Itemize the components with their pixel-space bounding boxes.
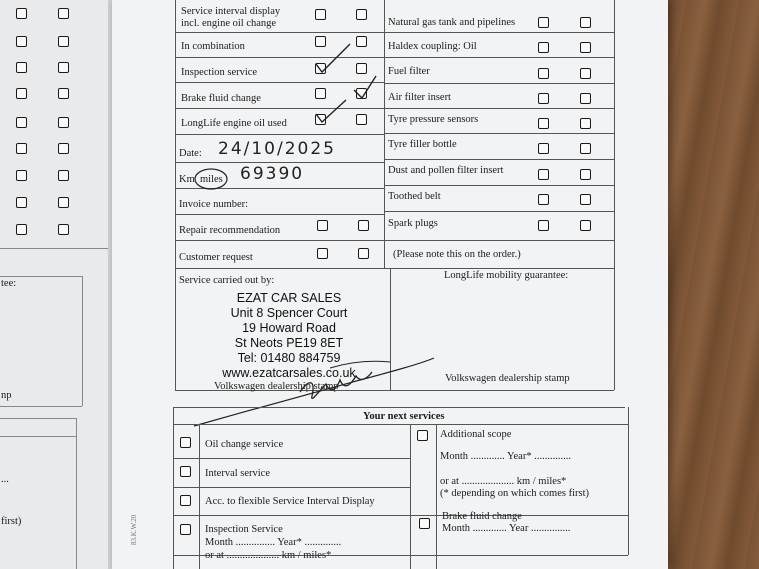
stamp-line-3: 19 Howard Road [242,321,336,335]
item-checkbox-b[interactable] [580,169,591,180]
row-divider [384,185,614,186]
item-spark-plugs: Spark plugs [388,218,438,229]
item-fuel-filter: Fuel filter [388,66,430,77]
miles-label: miles [200,174,223,185]
stamp-line-2: Unit 8 Spencer Court [230,306,348,320]
in-combination-label: In combination [181,41,245,52]
left-page-checkbox-b[interactable] [58,62,69,73]
left-label-np: np [1,390,12,401]
additional-month: Month ............. Year* .............. [440,451,571,462]
item-checkbox-b[interactable] [580,93,591,104]
item-checkbox-b[interactable] [580,118,591,129]
mileage-value: 69390 [240,164,305,184]
service-checkbox-b[interactable] [356,9,367,20]
next-box-col-line [199,424,200,569]
additional-scope: Additional scope [440,429,512,440]
brake-fluid-next: Brake fluid change [442,511,522,522]
table-mid-border [384,0,385,268]
item-tyre-filler: Tyre filler bottle [388,139,457,150]
divider [0,248,108,249]
next-box-row-line [173,458,410,459]
left-page-checkbox-b[interactable] [58,36,69,47]
left-page-checkbox-b[interactable] [58,224,69,235]
item-tyre-pressure: Tyre pressure sensors [388,114,479,125]
invoice-label: Invoice number: [179,199,249,210]
left-label-dots: ... [1,474,9,485]
dealership-stamp-label-left: Volkswagen dealership stamp [214,381,339,392]
info-checkbox-a[interactable] [317,248,328,259]
left-page-checkbox-a[interactable] [16,197,27,208]
item-checkbox-a[interactable] [538,220,549,231]
next-service-checkbox[interactable] [180,437,191,448]
row-divider [384,83,614,84]
item-checkbox-a[interactable] [538,194,549,205]
order-note: (Please note this on the order.) [393,249,521,260]
interval-service: Interval service [205,468,271,479]
row-divider [384,159,614,160]
item-toothed-belt: Toothed belt [388,191,441,202]
item-checkbox-a[interactable] [538,169,549,180]
date-value: 24/10/2025 [218,139,336,159]
next-box-right [628,407,629,555]
left-page-checkbox-b[interactable] [58,197,69,208]
stamp-line-1: EZAT CAR SALES [236,291,342,305]
row-divider [384,133,614,134]
inspection-service-label: Inspection service [181,67,258,78]
carried-out-label: Service carried out by: [179,275,275,286]
additional-note: (* depending on which comes first) [440,488,590,499]
item-air-filter: Air filter insert [388,92,451,103]
service-checkbox-a[interactable] [315,9,326,20]
left-page-checkbox-b[interactable] [58,8,69,19]
check-marks [310,40,380,130]
next-box-mid-line [410,424,411,569]
next-box-row-line [173,487,410,488]
row-divider [384,240,614,241]
row-divider [175,162,384,163]
item-checkbox-b[interactable] [580,194,591,205]
oil-change-service: Oil change service [205,439,284,450]
left-page-checkbox-a[interactable] [16,117,27,128]
info-checkbox-b[interactable] [358,220,369,231]
left-page-checkbox-b[interactable] [58,170,69,181]
brake-fluid-label: Brake fluid change [181,93,261,104]
left-page-checkbox-a[interactable] [16,170,27,181]
next-services-title: Your next services [363,411,445,422]
item-checkbox-b[interactable] [580,42,591,53]
left-page-checkbox-a[interactable] [16,224,27,235]
divider [0,406,82,407]
item-checkbox-a[interactable] [538,68,549,79]
next-service-checkbox[interactable] [180,524,191,535]
next-box-top [173,407,625,408]
divider [0,276,82,277]
left-label-tee: tee: [1,278,17,289]
row-divider [175,268,384,269]
mobility-guarantee-label: LongLife mobility guarantee: [444,270,569,281]
row-divider [384,268,614,269]
spine-code: 83.K.W.20 [130,514,138,545]
row-divider [384,57,614,58]
row-divider [384,108,614,109]
divider [82,276,83,406]
inspection-km: or at .................... km / miles* [205,550,332,561]
next-service-checkbox[interactable] [180,495,191,506]
row-divider [175,214,384,215]
left-page-checkbox-b[interactable] [58,88,69,99]
inspection-month: Month ............... Year* .............. [205,537,342,548]
item-checkbox-b[interactable] [580,68,591,79]
additional-scope-checkbox[interactable] [417,430,428,441]
item-haldex: Haldex coupling: Oil [388,41,477,52]
divider [0,436,76,437]
longlife-oil-label: LongLife engine oil used [181,118,287,129]
item-checkbox-a[interactable] [538,17,549,28]
stamp-line-4: St Neots PE19 8ET [234,336,344,350]
left-page-checkbox-a[interactable] [16,8,27,19]
customer-request-label: Customer request [179,252,253,263]
table-right-border [614,0,615,390]
stamp-line-5: Tel: 01480 884759 [237,351,341,365]
brake-fluid-next-checkbox[interactable] [419,518,430,529]
row-divider [175,32,384,33]
flexible-service: Acc. to flexible Service Interval Display [205,496,375,507]
row-divider [175,134,384,135]
km-label: Km [179,174,195,185]
row-divider [175,240,384,241]
item-dust-pollen: Dust and pollen filter insert [388,165,504,176]
next-box-left [173,407,174,569]
divider [76,418,77,569]
left-page-checkbox-b[interactable] [58,117,69,128]
next-box-row-line [173,515,628,516]
left-page-checkbox-a[interactable] [16,36,27,47]
item-checkbox-a[interactable] [538,42,549,53]
inspection-service-next: Inspection Service [205,524,283,535]
brake-fluid-month: Month ............. Year ............... [442,523,571,534]
left-page-checkbox-a[interactable] [16,143,27,154]
table-left-border [175,0,176,390]
date-label: Date: [179,148,202,159]
service-interval-sublabel: incl. engine oil change [181,18,277,29]
info-checkbox-b[interactable] [358,248,369,259]
row-divider [384,32,614,33]
info-checkbox-a[interactable] [317,220,328,231]
item-checkbox-a[interactable] [538,118,549,129]
service-interval-label: Service interval display [181,6,281,17]
repair-recommendation-label: Repair recommendation [179,225,281,236]
item-checkbox-b[interactable] [580,17,591,28]
left-page-checkbox-b[interactable] [58,143,69,154]
left-page-checkbox-a[interactable] [16,62,27,73]
additional-km: or at .................... km / miles* [440,476,567,487]
row-divider [384,211,614,212]
next-box-title-line [173,424,628,425]
item-checkbox-b[interactable] [580,220,591,231]
item-checkbox-a[interactable] [538,143,549,154]
left-page-checkbox-a[interactable] [16,88,27,99]
next-box-col-line-2 [436,424,437,569]
item-checkbox-b[interactable] [580,143,591,154]
item-checkbox-a[interactable] [538,93,549,104]
miles-circle-mark [193,167,229,191]
left-page [0,0,108,569]
left-label-first: first) [1,516,22,527]
next-service-checkbox[interactable] [180,466,191,477]
divider [0,418,76,419]
stamp-line-6: www.ezatcarsales.co.uk [222,366,356,380]
dealership-stamp-label-right: Volkswagen dealership stamp [445,373,570,384]
item-natural-gas: Natural gas tank and pipelines [388,17,516,28]
